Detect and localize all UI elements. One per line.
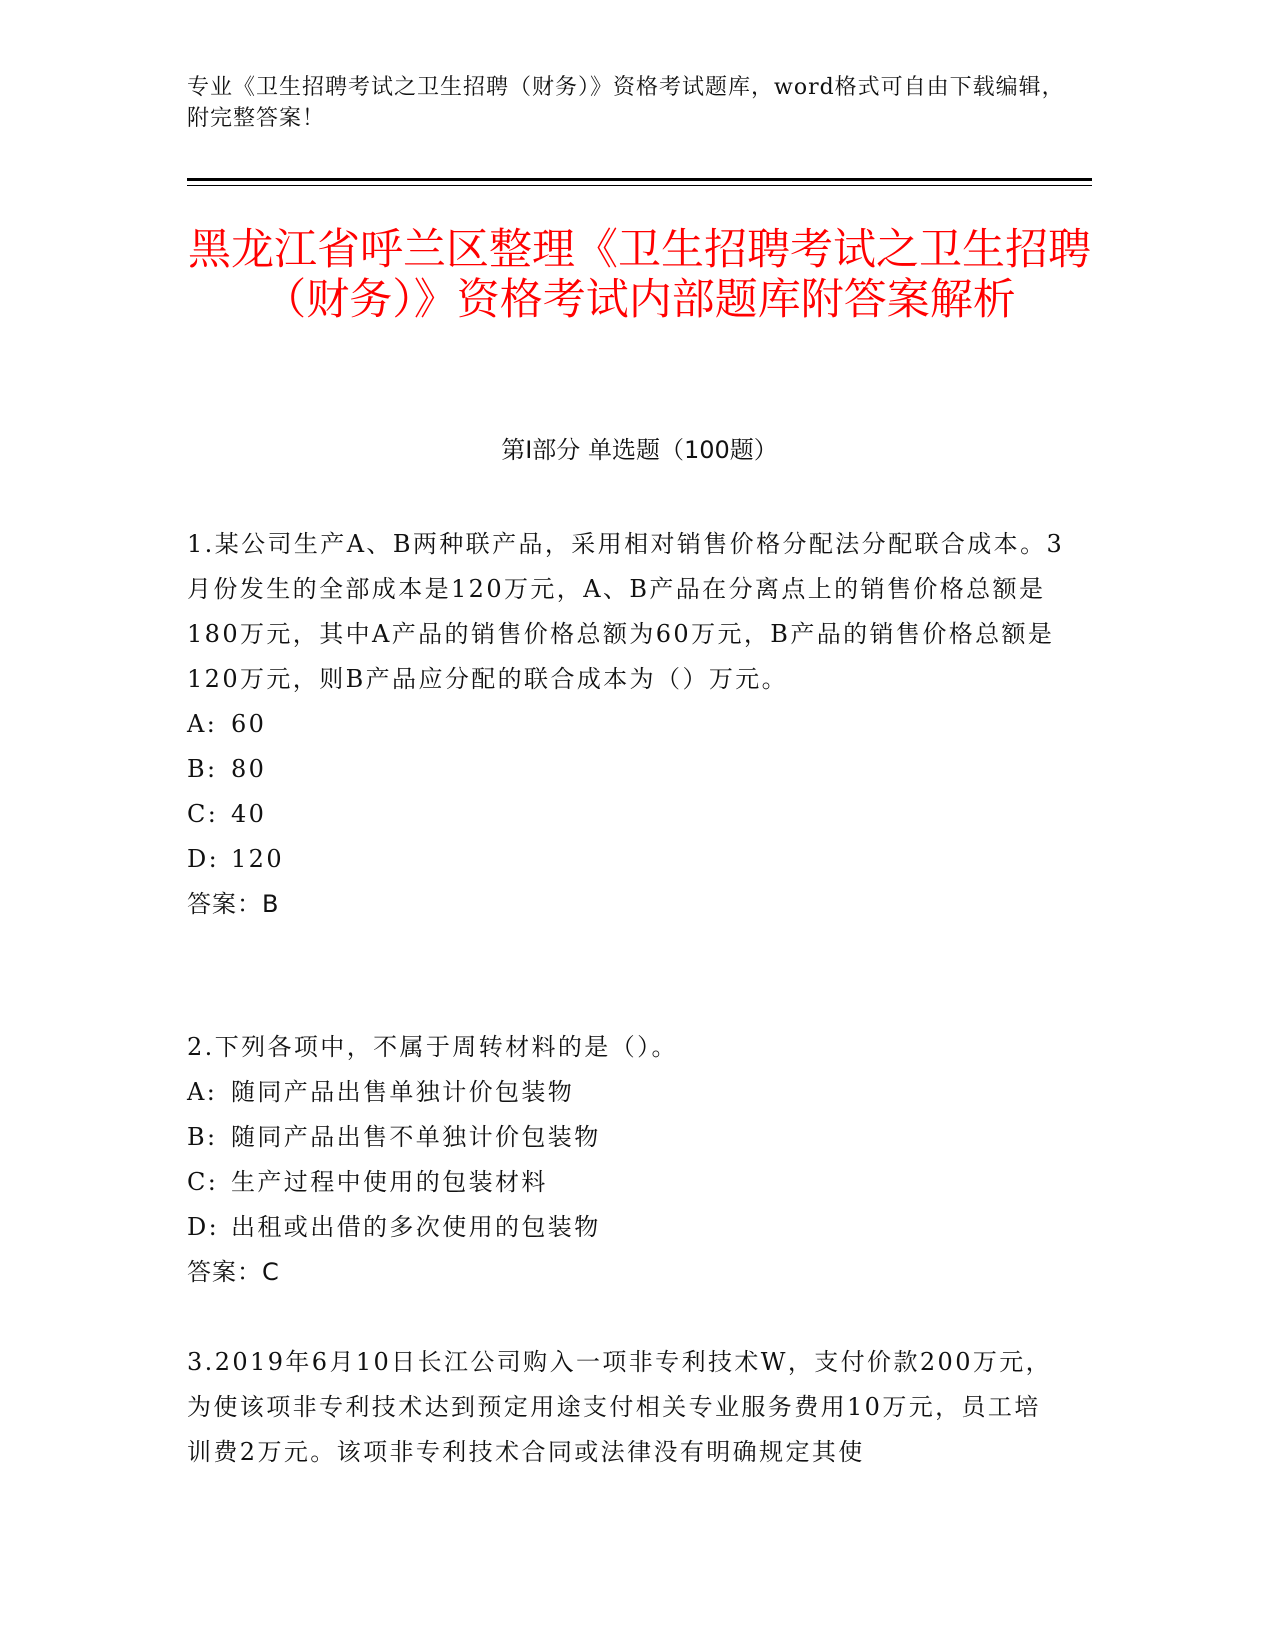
option-key: B:: [187, 755, 218, 783]
answer: 答案：C: [187, 1258, 280, 1286]
section-heading: 第Ⅰ部分 单选题（100题）: [501, 436, 778, 464]
question-stem: 1.某公司生产A、B两种联产品，采用相对销售价格分配法分配联合成本。3月份发生的全部成本是120万元，A、B产品在分离点上的销售价格总额是180万元，其中A产品的销售价格总额为60万元，B产品的销售价格总额是120万元，则B产品应分配的联合成本为（）万元。: [187, 530, 1065, 693]
question-stem: 2.下列各项中，不属于周转材料的是（）。: [187, 1033, 678, 1061]
question-3: [187, 1340, 1067, 1475]
option-key: C:: [187, 1168, 219, 1196]
option-b: [187, 1115, 1067, 1160]
option-text: 80: [231, 755, 267, 783]
question-stem: 3.2019年6月10日长江公司购入一项非专利技术W，支付价款200万元，为使该项非专利技术达到预定用途支付相关专业服务费用10万元，员工培训费2万元。该项非专利技术合同或法律没有明确规定其使: [187, 1348, 1053, 1466]
option-d: [187, 837, 1067, 882]
header-rule-thin: [187, 185, 1092, 186]
question-2: [187, 1025, 1067, 1295]
option-key: B:: [187, 1123, 218, 1151]
answer: 答案：B: [187, 890, 280, 918]
option-a: [187, 702, 1067, 747]
option-key: D:: [187, 1213, 220, 1241]
option-c: [187, 792, 1067, 837]
option-text: 120: [231, 845, 285, 873]
question-1: [187, 522, 1067, 927]
option-a: [187, 1070, 1067, 1115]
option-text: 60: [231, 710, 267, 738]
option-key: D:: [187, 845, 220, 873]
header-note: 专业《卫生招聘考试之卫生招聘（财务）》资格考试题库，word格式可自由下载编辑，附完整答案！: [187, 75, 1065, 131]
option-text: 出租或出借的多次使用的包装物: [231, 1213, 601, 1241]
option-text: 随同产品出售不单独计价包装物: [231, 1123, 601, 1151]
document-title: 黑龙江省呼兰区整理《卫生招聘考试之卫生招聘（财务）》资格考试内部题库附答案解析: [188, 225, 1091, 325]
option-b: [187, 747, 1067, 792]
option-d: [187, 1205, 1067, 1250]
option-key: C:: [187, 800, 219, 828]
option-text: 40: [231, 800, 267, 828]
header-rule-thick: [187, 178, 1092, 181]
option-c: [187, 1160, 1067, 1205]
option-key: A:: [187, 710, 218, 738]
option-text: 随同产品出售单独计价包装物: [231, 1078, 575, 1106]
option-text: 生产过程中使用的包装材料: [231, 1168, 548, 1196]
option-key: A:: [187, 1078, 218, 1106]
